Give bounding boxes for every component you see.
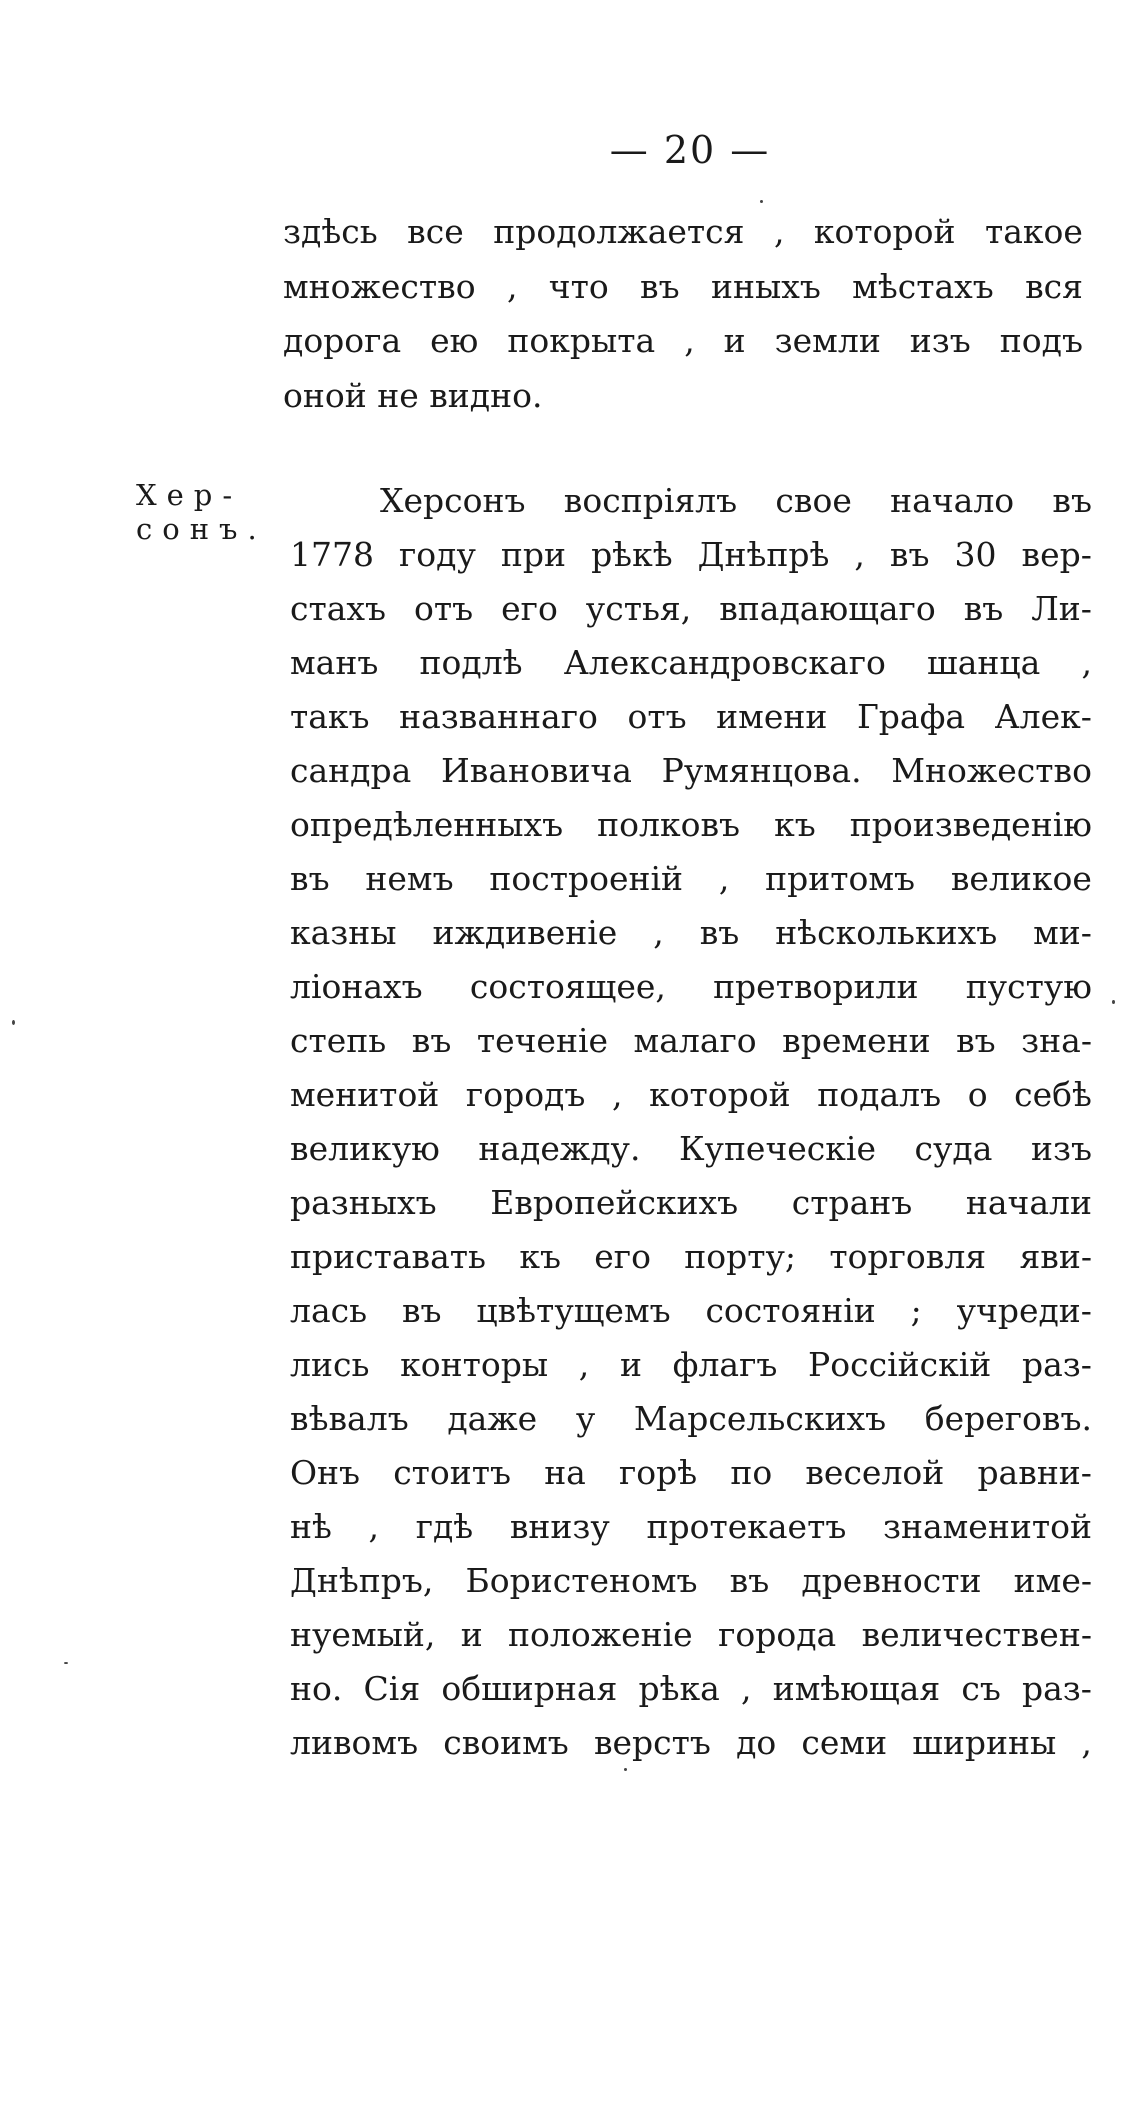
text-line: манъ подлѣ Александровскаго шанца ,	[290, 643, 1092, 682]
text-line: приставать къ его порту; торговля яви-	[290, 1237, 1092, 1276]
text-line: такъ названнаго отъ имени Графа Алек-	[290, 697, 1092, 736]
text-line: разныхъ Европейскихъ странъ начали	[290, 1183, 1092, 1222]
text-line: казны иждивеніе , въ нѣсколькихъ ми-	[290, 913, 1092, 952]
margin-note-line: Хер-	[136, 478, 243, 512]
text-line: Днѣпръ, Бористеномъ въ древности име-	[290, 1561, 1092, 1600]
text-line: ліонахъ состоящее, претворили пустую	[290, 967, 1092, 1006]
text-line: нуемый, и положеніе города величествен-	[290, 1615, 1092, 1654]
text-line: дорога ею покрыта , и земли изъ подъ	[283, 321, 1083, 360]
text-line: великую надежду. Купеческіе суда изъ	[290, 1129, 1092, 1168]
scan-speck	[12, 1020, 15, 1025]
text-line: въ немъ построеній , притомъ великое	[290, 859, 1092, 898]
text-line: здѣсь все продолжается , которой такое	[283, 212, 1083, 251]
text-line: степь въ теченіе малаго времени въ зна-	[290, 1021, 1092, 1060]
margin-note-line: сонъ.	[136, 512, 267, 546]
text-line: оной не видно.	[283, 376, 543, 415]
text-line: стахъ отъ его устья, впадающаго въ Ли-	[290, 589, 1092, 628]
text-line: лись конторы , и флагъ Россійскій раз-	[290, 1345, 1092, 1384]
text-line: Онъ стоитъ на горѣ по веселой равни-	[290, 1453, 1092, 1492]
scan-speck	[1112, 1000, 1115, 1004]
text-line: но. Сія обширная рѣка , имѣющая съ раз-	[290, 1669, 1092, 1708]
text-line: опредѣленныхъ полковъ къ произведенію	[290, 805, 1092, 844]
text-line: вѣвалъ даже у Марсельскихъ береговъ.	[290, 1399, 1092, 1438]
text-line: Херсонъ воспріялъ свое начало въ	[380, 481, 1092, 520]
text-line: лась въ цвѣтущемъ состояніи ; учреди-	[290, 1291, 1092, 1330]
scan-speck	[624, 1768, 627, 1771]
text-line: 1778 году при рѣкѣ Днѣпрѣ , въ 30 вер-	[290, 535, 1092, 574]
text-line: сандра Ивановича Румянцова. Множество	[290, 751, 1092, 790]
scan-speck	[64, 1662, 68, 1664]
text-line: менитой городъ , которой подалъ о себѣ	[290, 1075, 1092, 1114]
margin-note	[136, 478, 267, 546]
text-line: ливомъ своимъ верстъ до семи ширины ,	[290, 1723, 1092, 1762]
text-line: нѣ , гдѣ внизу протекаетъ знаменитой	[290, 1507, 1092, 1546]
text-line: множество , что въ иныхъ мѣстахъ вся	[283, 267, 1083, 306]
page-number: — 20 —	[609, 128, 771, 172]
scan-speck	[760, 200, 763, 203]
